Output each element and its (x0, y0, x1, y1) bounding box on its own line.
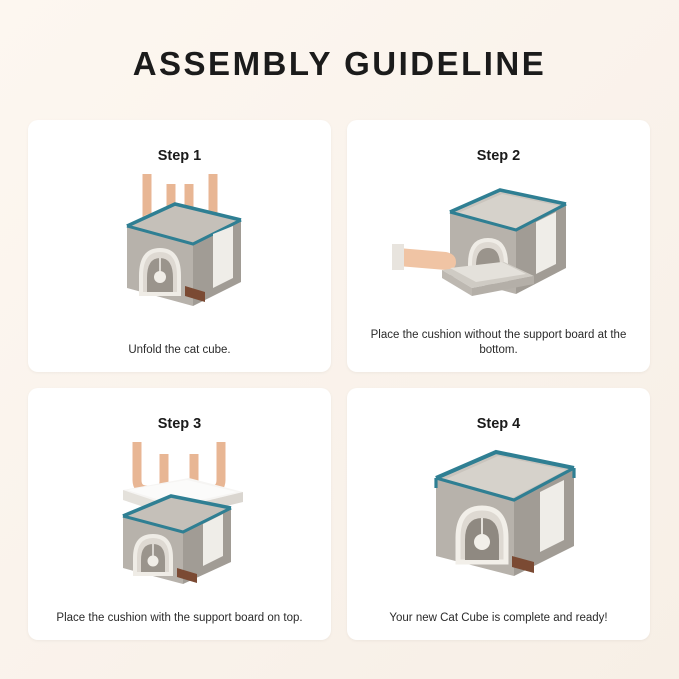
step-card-1 (28, 120, 331, 372)
cat-cube-unfold-illustration (28, 166, 331, 316)
page-title: ASSEMBLY GUIDELINE (132, 45, 547, 82)
cat-cube-cushion-top-illustration (28, 434, 331, 584)
steps-grid (28, 120, 651, 640)
step-caption-3: Place the cushion with the support board on top. (56, 612, 303, 624)
step-card-4 (347, 388, 650, 640)
step-card-2 (347, 120, 650, 372)
step-label-2: Step 2 (476, 148, 521, 164)
step-label-1: Step 1 (157, 148, 202, 164)
step-label-4: Step 4 (476, 416, 521, 432)
step-card-3 (28, 388, 331, 640)
step-caption-1: Unfold the cat cube. (128, 344, 231, 356)
cat-cube-cushion-bottom-illustration (347, 166, 650, 316)
step-caption-4: Your new Cat Cube is complete and ready! (389, 612, 608, 624)
step-label-3: Step 3 (157, 416, 202, 432)
step-caption-2: Place the cushion without the support board at the bottom. (370, 329, 627, 356)
cat-cube-complete-illustration (347, 434, 650, 584)
